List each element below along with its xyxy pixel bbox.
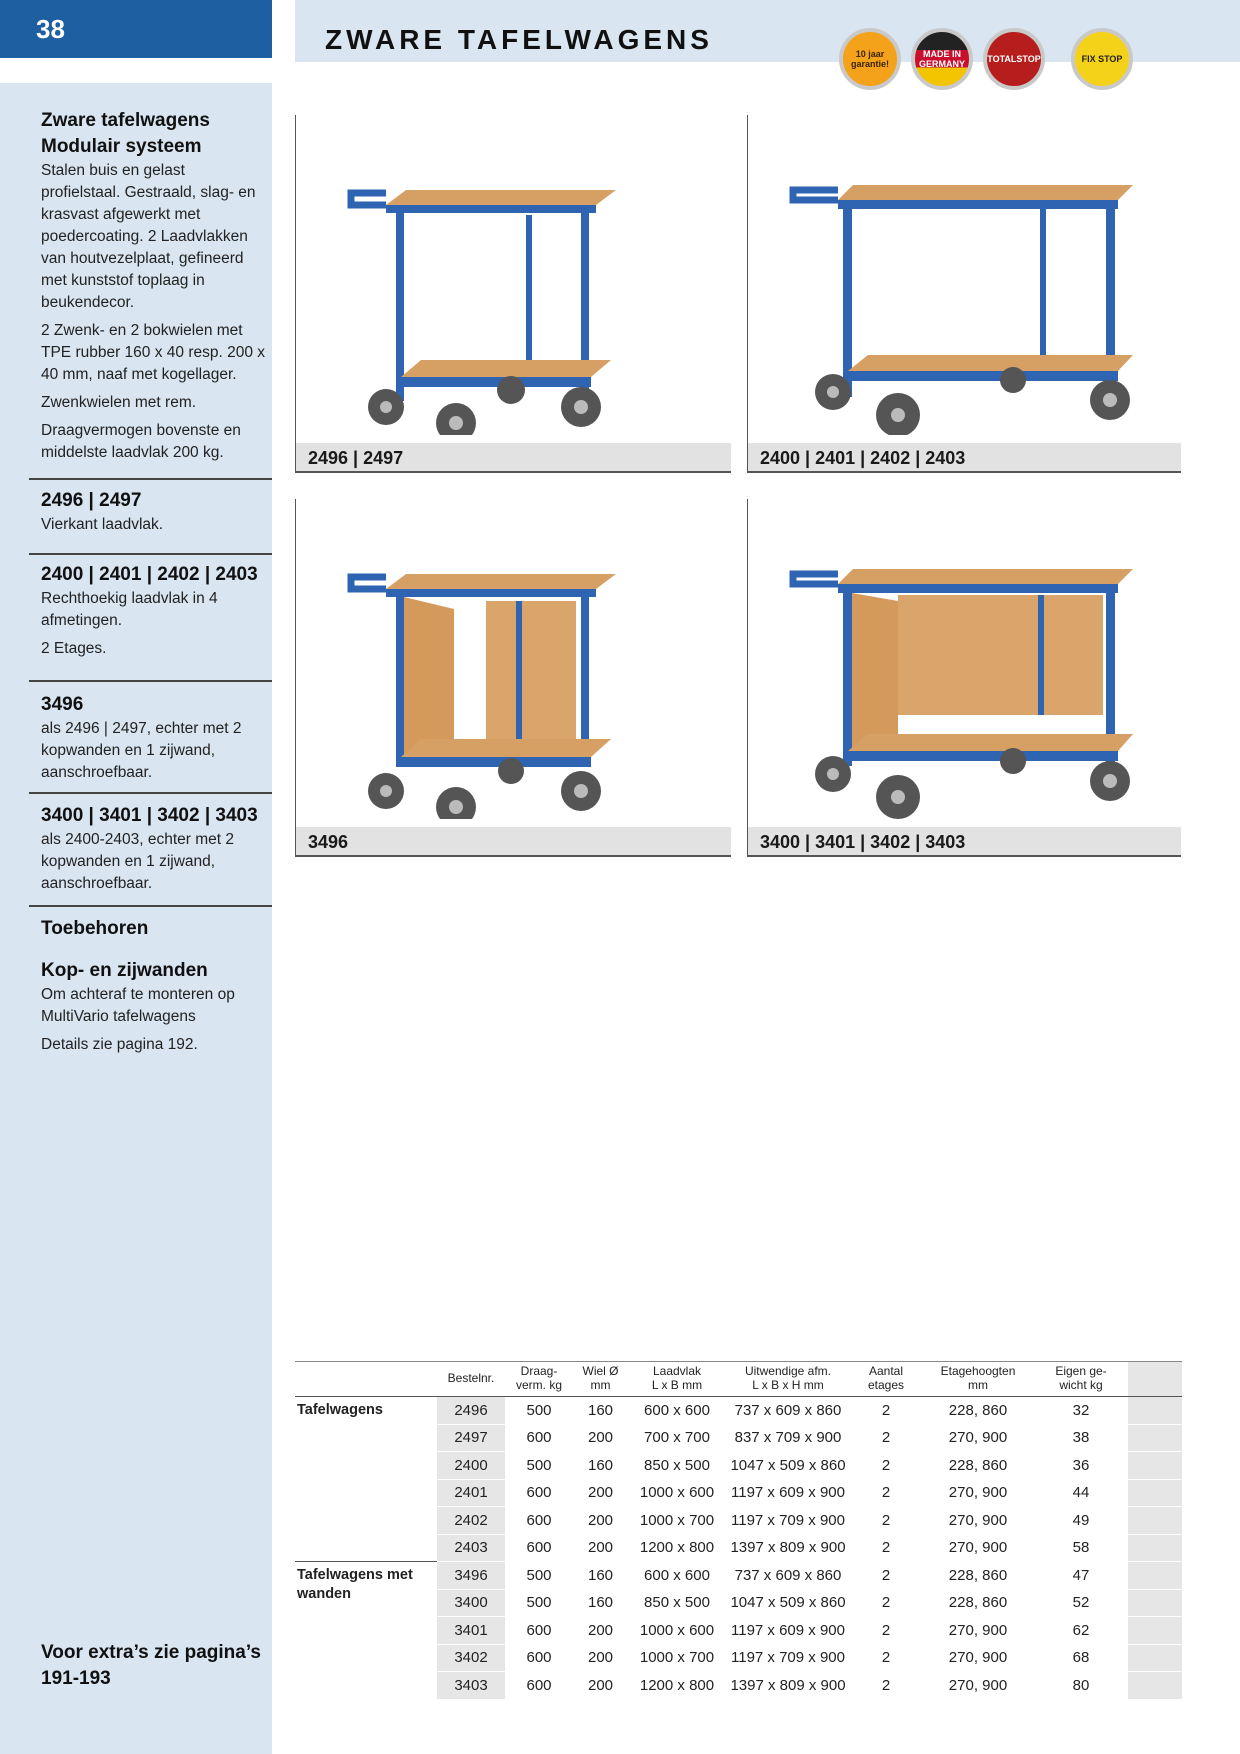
table-cell: 500 bbox=[505, 1452, 573, 1480]
section-title: 3400 | 3401 | 3402 | 3403 bbox=[41, 805, 258, 826]
product-card-3496 bbox=[295, 499, 731, 857]
table-cell: 270, 900 bbox=[922, 1672, 1034, 1700]
row-end-cell bbox=[1128, 1672, 1182, 1700]
section-title: 2496 | 2497 bbox=[41, 490, 142, 511]
table-cell: 1397 x 809 x 900 bbox=[726, 1534, 850, 1562]
table-cell: 850 x 500 bbox=[628, 1452, 726, 1480]
page-title: ZWARE TAFELWAGENS bbox=[325, 24, 713, 55]
table-cell: 600 bbox=[505, 1534, 573, 1562]
row-end-cell bbox=[1128, 1644, 1182, 1672]
divider bbox=[29, 680, 272, 682]
group-label: Tafelwagens bbox=[297, 1402, 383, 1418]
table-cell: 600 x 600 bbox=[628, 1397, 726, 1425]
section-2400 bbox=[41, 562, 266, 666]
order-number-cell: 2401 bbox=[437, 1479, 505, 1507]
cart-rect-image bbox=[788, 145, 1148, 435]
table-cell: 1197 x 709 x 900 bbox=[726, 1644, 850, 1672]
product-caption: 3496 bbox=[296, 827, 731, 857]
table-cell: 600 bbox=[505, 1617, 573, 1645]
order-number-cell: 2403 bbox=[437, 1534, 505, 1562]
table-cell: 80 bbox=[1034, 1672, 1128, 1700]
section-3400 bbox=[41, 803, 266, 901]
table-cell: 837 x 709 x 900 bbox=[726, 1424, 850, 1452]
product-card-2400 bbox=[747, 115, 1183, 473]
table-cell: 228, 860 bbox=[922, 1589, 1034, 1617]
cart-square-image bbox=[336, 145, 636, 435]
order-number-cell: 2497 bbox=[437, 1424, 505, 1452]
table-cell: 200 bbox=[573, 1534, 628, 1562]
divider bbox=[29, 553, 272, 555]
table-cell: 32 bbox=[1034, 1397, 1128, 1425]
accessories-section bbox=[41, 916, 266, 1062]
table-cell: 36 bbox=[1034, 1452, 1128, 1480]
section-title: 2400 | 2401 | 2402 | 2403 bbox=[41, 564, 258, 585]
badge-text: TOTALSTOP bbox=[987, 54, 1041, 64]
table-cell: 2 bbox=[850, 1672, 922, 1700]
table-row bbox=[295, 1562, 1182, 1590]
table-cell: 1047 x 509 x 860 bbox=[726, 1452, 850, 1480]
table-cell: 2 bbox=[850, 1479, 922, 1507]
header-end bbox=[1128, 1362, 1182, 1397]
table-cell: 500 bbox=[505, 1562, 573, 1590]
table-cell: 1047 x 509 x 860 bbox=[726, 1589, 850, 1617]
table-cell: 160 bbox=[573, 1452, 628, 1480]
order-number-cell: 3403 bbox=[437, 1672, 505, 1700]
table-cell: 68 bbox=[1034, 1644, 1128, 1672]
table-cell: 228, 860 bbox=[922, 1562, 1034, 1590]
table-cell: 38 bbox=[1034, 1424, 1128, 1452]
table-cell: 500 bbox=[505, 1589, 573, 1617]
table-cell: 2 bbox=[850, 1589, 922, 1617]
column-header: Eigen ge- wicht kg bbox=[1034, 1362, 1128, 1397]
table-cell: 1197 x 609 x 900 bbox=[726, 1617, 850, 1645]
column-header: Etagehoogten mm bbox=[922, 1362, 1034, 1397]
section-title: 3496 bbox=[41, 694, 84, 715]
table-cell: 2 bbox=[850, 1534, 922, 1562]
row-end-cell bbox=[1128, 1589, 1182, 1617]
product-caption: 2496 | 2497 bbox=[296, 443, 731, 473]
group-label: Tafelwagens met wanden bbox=[295, 1562, 437, 1700]
section-text: Vierkant laadvlak. bbox=[41, 516, 164, 533]
badge-text: MADE IN GERMANY bbox=[918, 49, 965, 69]
divider bbox=[29, 792, 272, 794]
badge-text: FIX STOP bbox=[1081, 54, 1123, 64]
row-end-cell bbox=[1128, 1397, 1182, 1425]
table-cell: 2 bbox=[850, 1507, 922, 1535]
section-2496 bbox=[41, 488, 266, 542]
order-number-cell: 2400 bbox=[437, 1452, 505, 1480]
column-header: Draag- verm. kg bbox=[505, 1362, 573, 1397]
table-cell: 270, 900 bbox=[922, 1644, 1034, 1672]
cart-square-walls-image bbox=[336, 529, 636, 819]
table-cell: 600 bbox=[505, 1424, 573, 1452]
table-cell: 2 bbox=[850, 1452, 922, 1480]
table-cell: 500 bbox=[505, 1397, 573, 1425]
product-card-3400 bbox=[747, 499, 1183, 857]
table-cell: 44 bbox=[1034, 1479, 1128, 1507]
table-cell: 2 bbox=[850, 1562, 922, 1590]
table-cell: 600 bbox=[505, 1644, 573, 1672]
table-cell: 600 bbox=[505, 1672, 573, 1700]
table-cell: 200 bbox=[573, 1617, 628, 1645]
row-end-cell bbox=[1128, 1562, 1182, 1590]
intro-text: Zwenkwielen met rem. bbox=[41, 394, 197, 411]
table-cell: 160 bbox=[573, 1562, 628, 1590]
section-text: Rechthoekig laadvlak in 4 afmetingen. bbox=[41, 590, 218, 629]
section-text: 2 Etages. bbox=[41, 640, 107, 657]
section-text: als 2496 | 2497, echter met 2 kopwanden en 1 zijwand, aanschroefbaar. bbox=[41, 720, 242, 781]
order-number-cell: 3402 bbox=[437, 1644, 505, 1672]
table-cell: 850 x 500 bbox=[628, 1589, 726, 1617]
table-cell: 270, 900 bbox=[922, 1617, 1034, 1645]
column-header: Uitwendige afm. L x B x H mm bbox=[726, 1362, 850, 1397]
table-cell: 1000 x 600 bbox=[628, 1617, 726, 1645]
table-cell: 49 bbox=[1034, 1507, 1128, 1535]
table-cell: 160 bbox=[573, 1589, 628, 1617]
table-cell: 700 x 700 bbox=[628, 1424, 726, 1452]
table-row bbox=[295, 1397, 1182, 1425]
table-cell: 160 bbox=[573, 1397, 628, 1425]
intro-text: 2 Zwenk- en 2 bokwielen met TPE rubber 160 x 40 resp. 200 x 40 mm, naaf met kogellager. bbox=[41, 322, 266, 383]
order-number-cell: 2402 bbox=[437, 1507, 505, 1535]
product-caption: 3400 | 3401 | 3402 | 3403 bbox=[748, 827, 1181, 857]
table-cell: 1397 x 809 x 900 bbox=[726, 1672, 850, 1700]
warranty-badge-icon bbox=[839, 28, 901, 90]
order-number-cell: 3496 bbox=[437, 1562, 505, 1590]
table-cell: 737 x 609 x 860 bbox=[726, 1397, 850, 1425]
row-end-cell bbox=[1128, 1534, 1182, 1562]
table-cell: 1197 x 709 x 900 bbox=[726, 1507, 850, 1535]
section-text: als 2400-2403, echter met 2 kopwanden en 1 zijwand, aanschroefbaar. bbox=[41, 831, 235, 892]
header-blank bbox=[295, 1362, 437, 1397]
column-header: Wiel Ø mm bbox=[573, 1362, 628, 1397]
table-cell: 1197 x 609 x 900 bbox=[726, 1479, 850, 1507]
table-cell: 200 bbox=[573, 1479, 628, 1507]
row-end-cell bbox=[1128, 1424, 1182, 1452]
table-cell: 200 bbox=[573, 1672, 628, 1700]
intro-text: Stalen buis en gelast profielstaal. Gestraald, slag- en krasvast afgewerkt met poedercoating. 2 Laadvlakken van houtvezelplaat, gefineerd met kunststof toplaag in beukendecor. bbox=[41, 162, 256, 311]
table-cell: 270, 900 bbox=[922, 1424, 1034, 1452]
table-cell: 2 bbox=[850, 1397, 922, 1425]
accessories-title: Toebehoren bbox=[41, 918, 149, 939]
order-number-cell: 3400 bbox=[437, 1589, 505, 1617]
table-cell: 228, 860 bbox=[922, 1397, 1034, 1425]
column-header: Aantal etages bbox=[850, 1362, 922, 1397]
column-header: Laadvlak L x B mm bbox=[628, 1362, 726, 1397]
made-in-germany-badge-icon bbox=[911, 28, 973, 90]
table-cell: 270, 900 bbox=[922, 1479, 1034, 1507]
divider bbox=[29, 905, 272, 907]
table-cell: 47 bbox=[1034, 1562, 1128, 1590]
table-cell: 600 x 600 bbox=[628, 1562, 726, 1590]
table-cell: 600 bbox=[505, 1479, 573, 1507]
product-caption: 2400 | 2401 | 2402 | 2403 bbox=[748, 443, 1181, 473]
spec-table-header bbox=[295, 1362, 1182, 1397]
accessories-text: Om achteraf te monteren op MultiVario tafelwagens bbox=[41, 986, 235, 1025]
accessories-subtitle: Kop- en zijwanden bbox=[41, 960, 208, 981]
divider bbox=[29, 478, 272, 480]
table-cell: 2 bbox=[850, 1617, 922, 1645]
page-number: 38 bbox=[0, 0, 272, 58]
table-cell: 270, 900 bbox=[922, 1534, 1034, 1562]
table-cell: 228, 860 bbox=[922, 1452, 1034, 1480]
badge-text: 10 jaar garantie! bbox=[850, 49, 889, 69]
row-end-cell bbox=[1128, 1479, 1182, 1507]
header-row bbox=[295, 1362, 1182, 1397]
table-cell: 737 x 609 x 860 bbox=[726, 1562, 850, 1590]
table-cell: 58 bbox=[1034, 1534, 1128, 1562]
intro-text: Draagvermogen bovenste en middelste laadvlak 200 kg. bbox=[41, 422, 241, 461]
section-3496 bbox=[41, 692, 266, 790]
row-end-cell bbox=[1128, 1617, 1182, 1645]
intro-title: Zware tafelwagens Modulair systeem bbox=[41, 110, 210, 157]
table-cell: 200 bbox=[573, 1507, 628, 1535]
intro-section bbox=[41, 108, 266, 470]
table-cell: 62 bbox=[1034, 1617, 1128, 1645]
order-number-cell: 2496 bbox=[437, 1397, 505, 1425]
spec-table bbox=[295, 1361, 1182, 1700]
totalstop-badge-icon bbox=[983, 28, 1045, 90]
cart-rect-walls-image bbox=[788, 529, 1148, 819]
table-cell: 600 bbox=[505, 1507, 573, 1535]
fixstop-badge-icon bbox=[1071, 28, 1133, 90]
column-header: Bestelnr. bbox=[437, 1362, 505, 1397]
table-cell: 2 bbox=[850, 1424, 922, 1452]
table-cell: 1000 x 600 bbox=[628, 1479, 726, 1507]
sidebar-footer: Voor extra’s zie pagina’s 191-193 bbox=[41, 1642, 261, 1689]
table-cell: 52 bbox=[1034, 1589, 1128, 1617]
table-cell: 2 bbox=[850, 1644, 922, 1672]
table-cell: 1200 x 800 bbox=[628, 1672, 726, 1700]
spec-table-body bbox=[295, 1397, 1182, 1700]
product-card-2496 bbox=[295, 115, 731, 473]
table-cell: 1000 x 700 bbox=[628, 1507, 726, 1535]
row-end-cell bbox=[1128, 1507, 1182, 1535]
table-cell: 1200 x 800 bbox=[628, 1534, 726, 1562]
row-end-cell bbox=[1128, 1452, 1182, 1480]
accessories-text: Details zie pagina 192. bbox=[41, 1036, 198, 1053]
table-cell: 200 bbox=[573, 1424, 628, 1452]
table-cell: 1000 x 700 bbox=[628, 1644, 726, 1672]
order-number-cell: 3401 bbox=[437, 1617, 505, 1645]
table-cell: 270, 900 bbox=[922, 1507, 1034, 1535]
table-cell: 200 bbox=[573, 1644, 628, 1672]
